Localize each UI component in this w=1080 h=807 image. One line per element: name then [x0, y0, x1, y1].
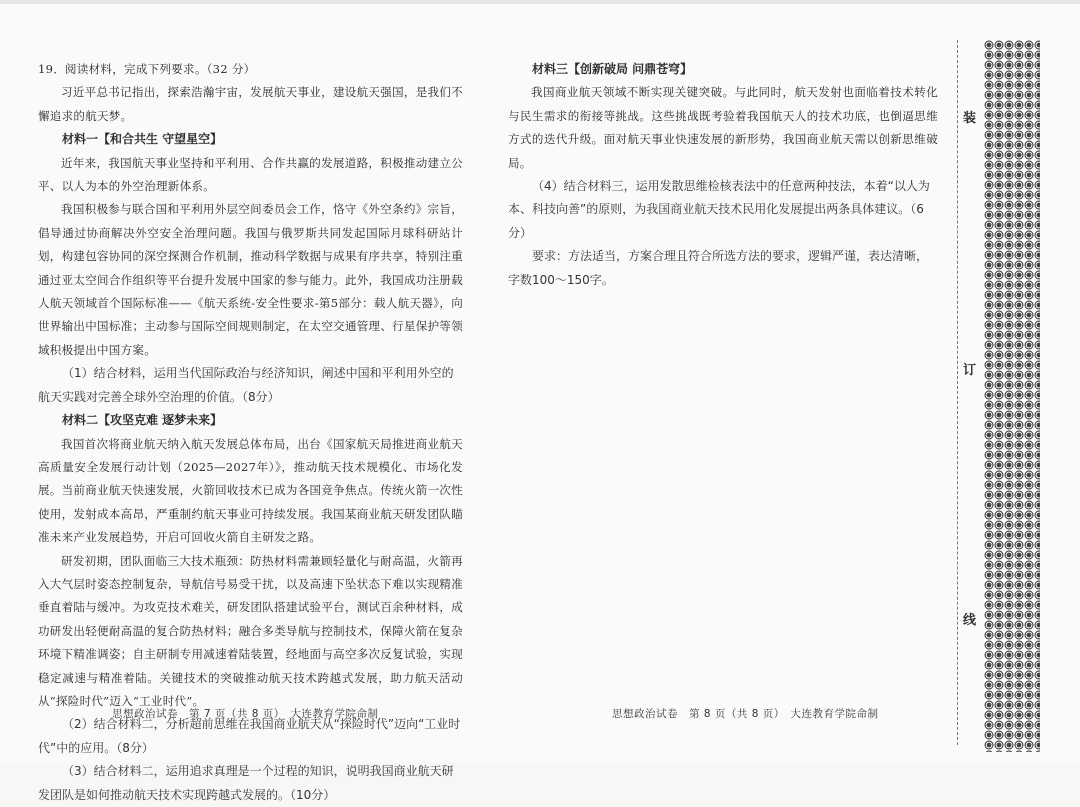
- sub-question-4: （4）结合材料三，运用发散思维检核表法中的任意两种技法，本着“以人为本、科技向善”的原则，为我国商业航天技术民用化发展提出两条具体建议。（6分）: [508, 179, 930, 240]
- answer-requirements: 要求：方法适当，方案合理且符合所选方法的要求，逻辑严谨，表达清晰，字数100～150字。: [508, 249, 929, 287]
- sub-question-1: （1）结合材料，运用当代国际政治与经济知识，阐述中国和平利用外空的航天实践对完善全球外空治理的价值。（8分）: [38, 366, 454, 404]
- material-3-paragraph: 我国商业航天领域不断实现关键突破。与此同时，航天发射也面临着技术转化与民生需求的衔接等挑战。这些挑战既考验着我国航天人的技术功底，也倒逼思维方式的迭代升级。面对航天事业快速发展的新形势，我国商业航天需以创新思维破局。: [508, 85, 938, 170]
- material-1-title: 材料一【和合共生 守望星空】: [62, 132, 223, 147]
- quote-paragraph: 习近平总书记指出，探索浩瀚宇宙，发展航天事业，建设航天强国，是我们不懈追求的航天梦。: [38, 85, 463, 123]
- security-pattern-strip: [984, 40, 1040, 752]
- binding-char-xian: 线: [963, 613, 977, 628]
- scan-edge: [0, 0, 1080, 4]
- page-7: [38, 58, 463, 807]
- page-8: [508, 58, 938, 292]
- question-19-intro: 19．阅读材料，完成下列要求。（32 分）: [38, 62, 256, 76]
- binding-char-zhuang: 装: [963, 111, 977, 126]
- sub-question-2: （2）结合材料二，分析超前思维在我国商业航天从“探险时代”迈向“工业时代”中的应用。（8分）: [38, 717, 461, 755]
- material-1-paragraph-1: 近年来，我国航天事业坚持和平利用、合作共赢的发展道路，积极推动建立公平、以人为本的外空治理新体系。: [38, 155, 463, 194]
- page-7-footer: 思想政治试卷 第 7 页（共 8 页） 大连教育学院命制: [112, 708, 379, 720]
- page-8-footer: 思想政治试卷 第 8 页（共 8 页） 大连教育学院命制: [612, 708, 879, 720]
- material-2-paragraph-1: 我国首次将商业航天纳入航天发展总体布局，出台《国家航天局推进商业航天高质量安全发展行动计划（2025—2027年）》，推动航天技术规模化、市场化发展。当前商业航天快速发展，火箭回收技术已成为各国竞争焦点。传统火箭一次性使用，发射成本高昂，严重制约航天事业可持续发展。我国某商业航天研发团队瞄准未来产业发展趋势，开启可回收火箭自主研发之路。: [38, 436, 463, 545]
- material-2-title: 材料二【攻坚克难 逐梦未来】: [62, 413, 223, 428]
- material-1-paragraph-2: 我国积极参与联合国和平利用外层空间委员会工作，恪守《外空条约》宗旨，倡导通过协商解决外空安全治理问题。我国与俄罗斯共同发起国际月球科研站计划，构建包容协同的深空探测合作机制，推动科学数据与成果有序共享，特别注重通过亚太空间合作组织等平台提升发展中国家的参与能力。此外，我国成功注册载人航天领域首个国际标准——《航天系统-安全性要求-第5部分：载人航天器》，向世界输出中国标准；主动参与国际空间规则制定，在太空交通管理、行星保护等领域积极提出中国方案。: [38, 202, 463, 357]
- binding-dashed-line: [957, 40, 959, 745]
- material-2-paragraph-2: 研发初期，团队面临三大技术瓶颈：防热材料需兼顾轻量化与耐高温，火箭再入大气层时姿态控制复杂，导航信号易受干扰，以及高速下坠状态下难以实现精准垂直着陆与缓冲。为攻克技术难关，研发团队搭建试验平台，测试百余种材料，成功研发出轻便耐高温的复合防热材料；融合多类导航与控制技术，保障火箭在复杂环境下精准调姿；自主研制专用减速着陆装置，经地面与高空多次反复试验，实现稳定减速与精准着陆。关键技术的突破推动航天技术跨越式发展，助力航天活动从“探险时代”迈入“工业时代”。: [38, 553, 463, 708]
- material-3-title: 材料三【创新破局 问鼎苍穹】: [532, 62, 693, 76]
- binding-char-ding: 订: [963, 363, 977, 378]
- sub-question-3: （3）结合材料二，运用追求真理是一个过程的知识，说明我国商业航天研发团队是如何推动航天技术实现跨越式发展的。（10分）: [38, 764, 454, 802]
